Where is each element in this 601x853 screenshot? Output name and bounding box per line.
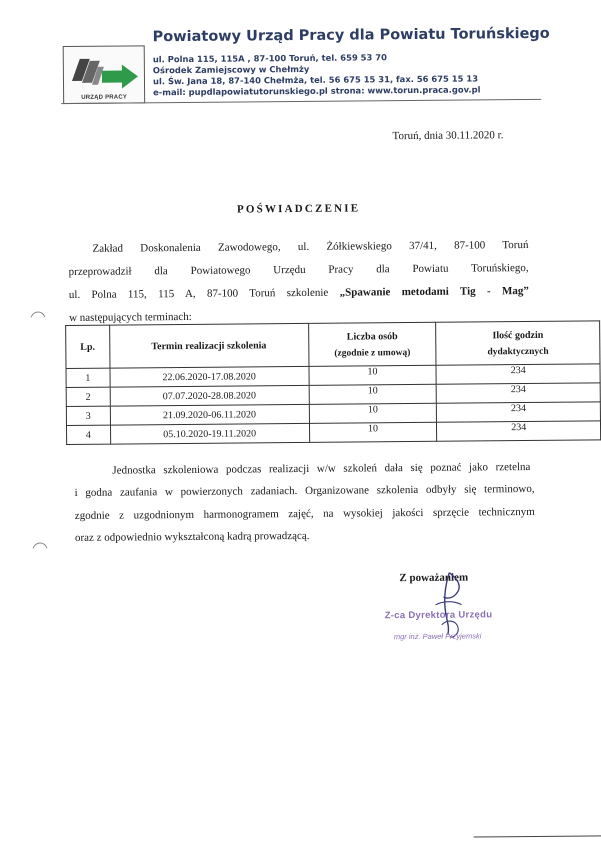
cell-persons: 10: [309, 403, 437, 423]
cell-lp: 1: [66, 368, 110, 387]
scan-edge-line: [474, 835, 601, 837]
paragraph-1-line-4: w następujących terminach:: [69, 310, 192, 325]
header-hours-sub: dydaktycznych: [487, 346, 549, 357]
punch-hole-mark-icon: [29, 307, 47, 319]
office-logo: [63, 45, 146, 104]
stamp-title: Z-ca Dyrektora Urzędu: [384, 609, 493, 622]
header-hours-label: Ilość godzin: [492, 329, 544, 341]
paragraph-1-line-1: Zakład Doskonalenia Zawodowego, ul. Żółkiewskiego 37/41, 87-100 Toruń: [92, 238, 529, 255]
paragraph-1-line-3: [69, 285, 529, 301]
cell-persons: 10: [309, 365, 437, 385]
document-title: POŚWIADCZENIE: [236, 202, 361, 216]
branch-address: ul. Św. Jana 18, 87-140 Chełmża, tel. 56 675 15 31, fax. 56 675 15 13: [152, 73, 479, 87]
contact-line: e-mail: pupdlapowiatutorunskiego.pl strona: www.torun.praca.gov.pl: [153, 84, 481, 98]
cell-term: 07.07.2020-28.08.2020: [110, 385, 309, 406]
header-persons: [308, 322, 436, 366]
paragraph-2-line-1: Jednostka szkoleniowa podczas realizacji w/w szkoleń dała się poznać jako rzetelna: [112, 460, 531, 477]
cell-lp: 4: [66, 425, 110, 444]
paragraph-1-line-3-text: ul. Polna 115, 115 A, 87-100 Toruń szkolenie: [68, 286, 329, 302]
cell-hours: 234: [437, 402, 601, 422]
punch-hole-mark-icon: [31, 538, 49, 550]
logo-arrows-icon: [64, 46, 144, 93]
paragraph-2-line-4: oraz z odpowiednio wykształconą kadrą prowadzącą.: [74, 529, 310, 544]
table-row: [66, 421, 600, 445]
header-hours: [436, 321, 600, 365]
cell-persons: 10: [309, 422, 437, 442]
table-header-row: [66, 321, 600, 369]
training-name: „Spawanie metodami Tig - Mag”: [339, 284, 529, 299]
branch-name: Ośrodek Zamiejscowy w Chełmży: [152, 63, 310, 76]
paragraph-2-line-2: i godna zaufania w powierzonych zadaniach. Organizowane szkolenia odbyły się terminowo,: [74, 482, 535, 499]
header-term: Termin realizacji szkolenia: [109, 323, 308, 368]
stamp-name: mgr inż. Paweł Przyjemski: [393, 631, 482, 642]
header-lp: Lp.: [66, 325, 110, 368]
training-terms-table: [65, 320, 601, 445]
header-persons-sub: (zgodnie z umową): [334, 347, 411, 359]
paragraph-2-line-3: zgodnie z uzgodnionym harmonogramem zajęć, na wysokiej jakości sprzęcie technicznym: [74, 505, 535, 522]
logo-caption: URZĄD PRACY: [81, 94, 128, 101]
office-address: ul. Polna 115, 115A , 87-100 Toruń, tel. 659 53 70: [152, 52, 387, 65]
cell-lp: 3: [66, 406, 110, 425]
cell-term: 22.06.2020-17.08.2020: [110, 366, 309, 387]
header-persons-label: Liczba osób: [346, 330, 398, 343]
cell-term: 05.10.2020-19.11.2020: [110, 423, 309, 444]
document-date: Toruń, dnia 30.11.2020 r.: [392, 129, 504, 143]
office-name: Powiatowy Urząd Pracy dla Powiatu Toruńskiego: [152, 25, 550, 46]
cell-hours: 234: [436, 364, 600, 384]
closing-regards: Z poważaniem: [399, 571, 469, 585]
cell-persons: 10: [309, 384, 437, 404]
cell-lp: 2: [66, 387, 110, 406]
cell-hours: 234: [436, 383, 600, 403]
paragraph-1-line-2: przeprowadził dla Powiatowego Urzędu Pracy dla Powiatu Toruńskiego,: [68, 261, 529, 279]
cell-hours: 234: [437, 421, 601, 441]
cell-term: 21.09.2020-06.11.2020: [110, 404, 309, 425]
